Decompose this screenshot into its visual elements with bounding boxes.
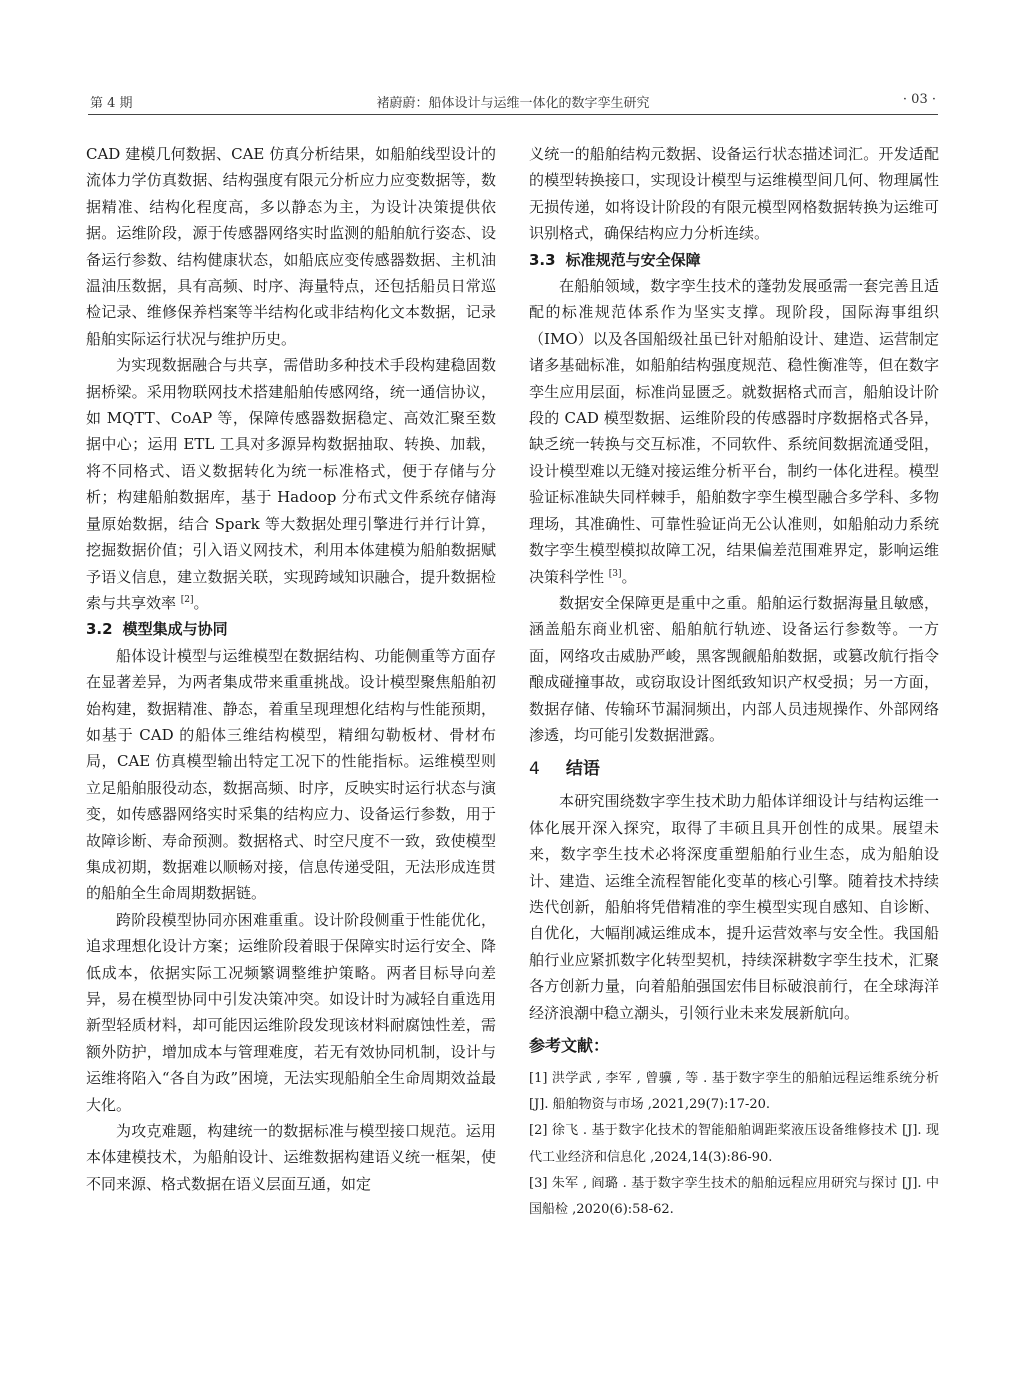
issue-number: 第 4 期 — [90, 96, 133, 111]
citation-ref[interactable]: [2] — [180, 594, 194, 605]
paragraph-end: 。 — [193, 593, 209, 612]
paragraph: 为攻克难题，构建统一的数据标准与模型接口规范。运用本体建模技术，为船舶设计、运维数据构建语义统一框架，使不同来源、格式数据在语义层面互通，如定 — [86, 1122, 496, 1193]
section-title: 模型集成与协同 — [122, 620, 228, 639]
reference-item: [1] 洪学武 , 李军 , 曾骥 , 等 . 基于数字孪生的船舶远程运维系统分析 [J]. 船舶物资与市场 ,2021,29(7):17-20. — [529, 1071, 939, 1113]
paragraph — [529, 273, 939, 590]
section-heading-3-2 — [86, 616, 496, 642]
page-number: · 03 · — [902, 92, 936, 107]
section-number: 3.2 — [86, 620, 113, 639]
paragraph-end: 。 — [621, 567, 637, 586]
section-title: 结语 — [565, 759, 600, 780]
paragraph: 跨阶段模型协同亦困难重重。设计阶段侧重于性能优化，追求理想化设计方案；运维阶段着眼于保障实时运行安全、降低成本，依据实际工况频繁调整维护策略。两者目标导向差异，易在模型协同中引发决策冲突。如设计时为减轻自重选用新型轻质材料，却可能因运维阶段发现该材料耐腐蚀性差，需额外防护，增加成本与管理难度，若无有效协同机制，设计与运维将陷入“各自为政”困境，无法实现船舶全生命周期效益最大化。 — [86, 910, 496, 1114]
paragraph: 船体设计模型与运维模型在数据结构、功能侧重等方面存在显著差异，为两者集成带来重重挑战。设计模型聚焦船舶初始构建，数据精准、静态，着重呈现理想化结构与性能预期，如基于 CAD 的船体三维结构模型，精细勾勒板材、骨材布局，CAE 仿真模型输出特定工况下的性能指标。运维模型则立足船舶服役动态，数据高频、时序，反映实时运行状态与演变，如传感器网络实时采集的结构应力、设备运行参数，用于故障诊断、寿命预测。数据格式、时空尺度不一致，致使模型集成初期，数据难以顺畅对接，信息传递受阻，无法形成连贯的船舶全生命周期数据链。 — [86, 646, 496, 903]
running-header — [88, 90, 938, 115]
paragraph-text: 为实现数据融合与共享，需借助多种技术手段构建稳固数据桥梁。采用物联网技术搭建船舶传感网络，统一通信协议，如 MQTT、CoAP 等，保障传感器数据稳定、高效汇聚至数据中心；运用 ETL 工具对多源异构数据抽取、转换、加载，将不同格式、语义数据转化为统一标准格式，便于存储与分析；构建船舶数据库，基于 Hadoop 分布式文件系统存储海量原始数据，结合 Spark 等大数据处理引擎进行并行计算，挖掘数据价值；引入语义网技术，利用本体建模为船舶数据赋予语义信息，建立数据关联，实现跨域知识融合，提升数据检索与共享效率 — [86, 356, 496, 612]
paragraph — [86, 352, 496, 616]
reference-item: [3] 朱军 , 阎璐 . 基于数字孪生技术的船舶远程应用研究与探讨 [J]. 中国船检 ,2020(6):58-62. — [529, 1175, 939, 1218]
running-title: 褚蔚蔚：船体设计与运维一体化的数字孪生研究 — [376, 96, 650, 111]
paragraph: 数据安全保障更是重中之重。船舶运行数据海量且敏感，涵盖船东商业机密、船舶航行轨迹、设备运行参数等。一方面，网络攻击威胁严峻，黑客觊觎船舶数据，或篡改航行指令酿成碰撞事故，或窃取设计图纸致知识产权受损；另一方面，数据存储、传输环节漏洞频出，内部人员违规操作、外部网络渗透，均可能引发数据泄露。 — [529, 593, 939, 744]
section-heading-3-3 — [529, 247, 939, 273]
section-heading-4 — [529, 754, 939, 784]
citation-ref[interactable]: [3] — [608, 568, 622, 579]
right-column — [529, 141, 939, 1223]
paragraph: CAD 建模几何数据、CAE 仿真分析结果，如船舶线型设计的流体力学仿真数据、结构强度有限元分析应力应变数据等，数据精准、结构化程度高，多以静态为主，为设计决策提供依据。运维阶段，源于传感器网络实时监测的船舶航行姿态、设备运行参数、结构健康状态，如船底应变传感器数据、主机油温油压数据，具有高频、时序、海量特点，还包括船员日常巡检记录、维修保养档案等半结构化或非结构化文本数据，记录船舶实际运行状况与维护历史。 — [86, 145, 496, 348]
section-title: 标准规范与安全保障 — [565, 250, 701, 269]
paragraph: 义统一的船舶结构元数据、设备运行状态描述词汇。开发适配的模型转换接口，实现设计模型与运维模型间几何、物理属性无损传递，如将设计阶段的有限元模型网格数据转换为运维可识别格式，确保结构应力分析连续。 — [529, 145, 939, 243]
paragraph: 本研究围绕数字孪生技术助力船体详细设计与结构运维一体化展开深入探究，取得了丰硕且具开创性的成果。展望未来，数字孪生技术必将深度重塑船舶行业生态，成为船舶设计、建造、运维全流程智能化变革的核心引擎。随着技术持续迭代创新，船舶将凭借精准的孪生模型实现自感知、自诊断、自优化，大幅削减运维成本，提升运营效率与安全性。我国船舶行业应紧抓数字化转型契机，持续深耕数字孪生技术，汇聚各方创新力量，向着船舶强国宏伟目标破浪前行，在全球海洋经济浪潮中稳立潮头，引领行业未来发展新航向。 — [529, 792, 939, 1022]
section-number: 4 — [529, 759, 540, 780]
left-column — [86, 141, 496, 1197]
section-number: 3.3 — [529, 250, 556, 269]
references-heading: 参考文献： — [529, 1036, 610, 1055]
reference-item: [2] 徐飞 . 基于数字化技术的智能船舶调距桨液压设备维修技术 [J]. 现代工业经济和信息化 ,2024,14(3):86-90. — [529, 1123, 939, 1165]
paragraph-text: 在船舶领域，数字孪生技术的蓬勃发展亟需一套完善且适配的标准规范体系作为坚实支撑。现阶段，国际海事组织（IMO）以及各国船级社虽已针对船舶设计、建造、运营制定诸多基础标准，如船舶结构强度规范、稳性衡准等，但在数字孪生应用层面，标准尚显匮乏。就数据格式而言，船舶设计阶段的 CAD 模型数据、运维阶段的传感器时序数据格式各异，缺乏统一转换与交互标准，不同软件、系统间数据流通受阻，设计模型难以无缝对接运维分析平台，制约一体化进程。模型验证标准缺失同样棘手，船舶数字孪生模型融合多学科、多物理场，其准确性、可靠性验证尚无公认准则，如船舶动力系统数字孪生模型模拟故障工况，结果偏差范围难界定，影响运维决策科学性 — [529, 277, 939, 586]
